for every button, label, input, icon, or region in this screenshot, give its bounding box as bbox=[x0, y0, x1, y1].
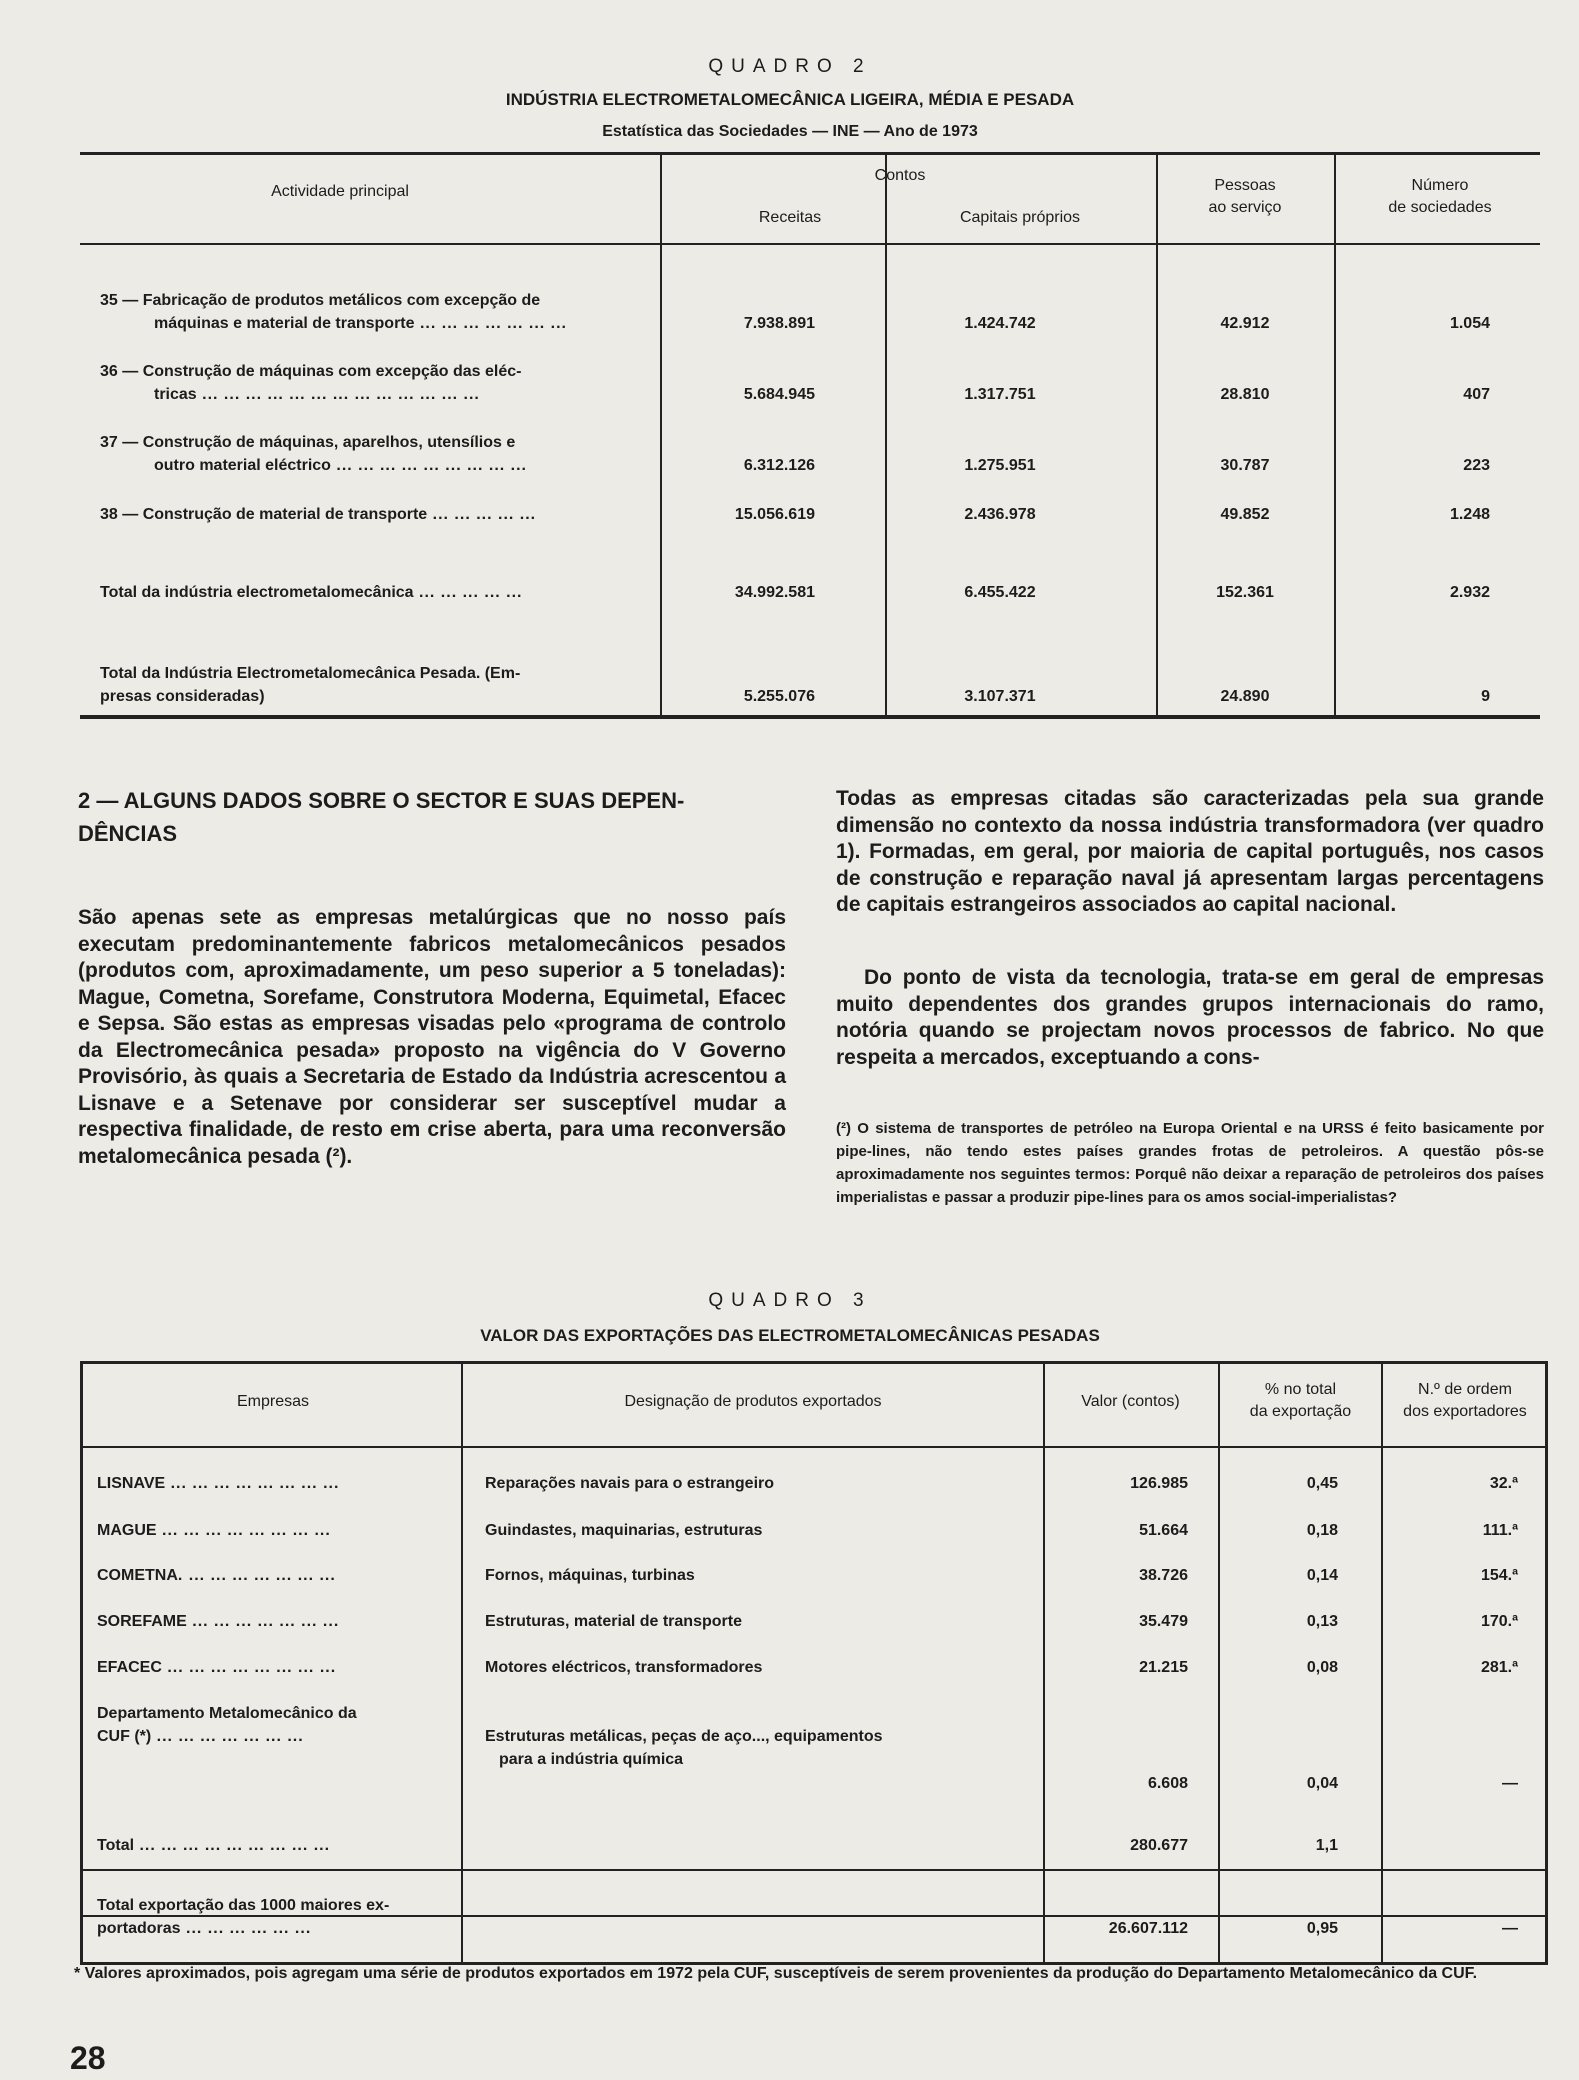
q3-col-divider bbox=[461, 1364, 463, 1962]
q2-header-pessoas-line2: ao serviço bbox=[1208, 199, 1282, 216]
q3-col-divider bbox=[1218, 1364, 1220, 1962]
q3-row-lisnave-pct: 0,45 bbox=[1306, 1475, 1338, 1492]
q2-row-38-receitas: 15.056.619 bbox=[734, 506, 815, 523]
q3-table bbox=[80, 1361, 1548, 1965]
q2-header-numero bbox=[1345, 175, 1535, 219]
q2-row-35-capitais: 1.424.742 bbox=[964, 315, 1036, 332]
q2-row-35-numero: 1.054 bbox=[1449, 315, 1490, 332]
q2-table bbox=[80, 152, 1540, 718]
q2-row-36-numero: 407 bbox=[1463, 386, 1490, 403]
q2-total-pesada-label bbox=[100, 662, 650, 708]
q2-header-numero-line1: Número bbox=[1411, 177, 1469, 194]
q2-header-actividade: Actividade principal bbox=[271, 183, 409, 200]
q3-row-efacec-pct: 0,08 bbox=[1306, 1659, 1338, 1676]
left-paragraph: São apenas sete as empresas metalúrgicas que no nosso país executam predominantemente fabricos metalomecânicos pesados (produtos com, aproximadamente, um peso superior a 5 toneladas): Mague, Cometna, Sorefame, Construtora Moderna, Equimetal, Efacec e Sepsa. São estas as empresas visadas pelo «programa de controlo da Electromecânica pesada» proposto na vigência do V Governo Provisório, às quais a Secretaria de Estado da Indústria acrescentou a Lisnave e a Setenave por considerar ser susceptível mudar a respectiva finalidade, de resto em crise aberta, para uma reconversão metalomecânica pesada (²). bbox=[78, 906, 786, 1168]
q3-row-mague-produtos: Guindastes, maquinarias, estruturas bbox=[485, 1522, 763, 1539]
q2-header-pessoas-line1: Pessoas bbox=[1214, 177, 1276, 194]
q3-row-cuf-produtos-line2: para a indústria química bbox=[499, 1751, 684, 1768]
q3-row-total-valor: 280.677 bbox=[1130, 1837, 1188, 1854]
q2-row-38-numero: 1.248 bbox=[1449, 506, 1490, 523]
q3-row-cuf-produtos bbox=[485, 1725, 1040, 1771]
q2-row-35-label bbox=[100, 289, 650, 335]
q2-total-pesada-numero: 9 bbox=[1481, 688, 1490, 705]
q2-col-divider bbox=[660, 155, 662, 715]
q2-row-37-line1: 37 — Construção de máquinas, aparelhos, utensílios e bbox=[100, 434, 516, 451]
q2-col-divider bbox=[885, 155, 887, 715]
q2-row-37-label bbox=[100, 431, 650, 477]
q3-total-rule bbox=[83, 1869, 1545, 1871]
q3-header-pct-line2: da exportação bbox=[1249, 1403, 1352, 1420]
q2-total-industria-label: Total da indústria electrometalomecânica ... ... ... ... ... bbox=[100, 584, 523, 601]
q3-row-cometna-ordem: 154.ª bbox=[1480, 1567, 1518, 1584]
q3-row-sorefame-produtos: Estruturas, material de transporte bbox=[485, 1613, 742, 1630]
q3-row-efacec-empresa: EFACEC ... ... ... ... ... ... ... ... bbox=[97, 1659, 337, 1676]
q2-header-numero-line2: de sociedades bbox=[1388, 199, 1492, 216]
q3-row-total-empresa: Total ... ... ... ... ... ... ... ... ... bbox=[97, 1837, 331, 1854]
q3-row-cometna-valor: 38.726 bbox=[1139, 1567, 1188, 1584]
section-heading bbox=[78, 784, 778, 850]
q3-header-ordem-line1: N.º de ordem bbox=[1418, 1381, 1512, 1398]
q3-row-cuf-empresa bbox=[97, 1702, 457, 1748]
q2-row-37-capitais: 1.275.951 bbox=[964, 457, 1036, 474]
q2-header-contos: Contos bbox=[874, 167, 926, 184]
section-heading-line1: 2 — ALGUNS DADOS SOBRE O SECTOR E SUAS DEPEN- bbox=[78, 788, 685, 813]
q2-row-36-line1: 36 — Construção de máquinas com excepção das eléc- bbox=[100, 363, 522, 380]
q3-row-lisnave-ordem: 32.ª bbox=[1489, 1475, 1518, 1492]
q2-subtitle: Estatística das Sociedades — INE — Ano de 1973 bbox=[602, 123, 978, 140]
q2-row-36-capitais: 1.317.751 bbox=[964, 386, 1036, 403]
q3-row-total-export-line2: portadoras ... ... ... ... ... ... bbox=[97, 1920, 312, 1937]
q2-row-38-capitais: 2.436.978 bbox=[964, 506, 1036, 523]
q2-row-37-numero: 223 bbox=[1463, 457, 1490, 474]
q3-row-total-export-ordem: — bbox=[1502, 1920, 1518, 1937]
q3-row-total-pct: 1,1 bbox=[1315, 1837, 1338, 1854]
q2-row-37-line2: outro material eléctrico ... ... ... ... ... ... ... ... ... bbox=[154, 457, 527, 474]
q2-row-35-line2: máquinas e material de transporte ... ... ... ... ... ... ... bbox=[154, 315, 567, 332]
q3-row-efacec-ordem: 281.ª bbox=[1480, 1659, 1518, 1676]
q3-row-mague-ordem: 111.ª bbox=[1482, 1522, 1518, 1539]
q3-row-cuf-empresa-line2: CUF (*) ... ... ... ... ... ... ... bbox=[97, 1728, 304, 1745]
q3-row-cometna-produtos: Fornos, máquinas, turbinas bbox=[485, 1567, 695, 1584]
page-number: 28 bbox=[70, 2040, 106, 2076]
q2-title: INDÚSTRIA ELECTROMETALOMECÂNICA LIGEIRA, MÉDIA E PESADA bbox=[505, 90, 1075, 109]
q2-total-industria-pessoas: 152.361 bbox=[1216, 584, 1274, 601]
q2-row-35-receitas: 7.938.891 bbox=[743, 315, 815, 332]
q3-row-lisnave-empresa: LISNAVE ... ... ... ... ... ... ... ... bbox=[97, 1475, 340, 1492]
q3-row-sorefame-pct: 0,13 bbox=[1306, 1613, 1338, 1630]
q3-row-efacec-produtos: Motores eléctricos, transformadores bbox=[485, 1659, 763, 1676]
q2-total-rule bbox=[80, 717, 1540, 719]
q3-row-sorefame-ordem: 170.ª bbox=[1480, 1613, 1518, 1630]
q3-row-sorefame-empresa: SOREFAME ... ... ... ... ... ... ... bbox=[97, 1613, 340, 1630]
q2-header-pessoas bbox=[1170, 175, 1320, 219]
q3-row-cuf-empresa-line1: Departamento Metalomecânico da bbox=[97, 1705, 357, 1722]
q3-row-total-export-line1: Total exportação das 1000 maiores ex- bbox=[97, 1897, 390, 1914]
q3-header-ordem-line2: dos exportadores bbox=[1403, 1403, 1527, 1420]
q2-row-35-pessoas: 42.912 bbox=[1220, 315, 1270, 332]
q2-row-38-label: 38 — Construção de material de transporte ... ... ... ... ... bbox=[100, 506, 537, 523]
q3-header-valor: Valor (contos) bbox=[1081, 1393, 1180, 1410]
right-paragraph-1: Todas as empresas citadas são caracterizadas pela sua grande dimensão no contexto da nossa indústria transformadora (ver quadro 1). Formadas, em geral, por maioria de capital português, nos casos de construção e reparação naval já apresentam largas percentagens de capitais estrangeiros associados ao capital nacional. bbox=[836, 787, 1544, 916]
q2-total-industria-capitais: 6.455.422 bbox=[964, 584, 1036, 601]
q2-col-divider bbox=[1156, 155, 1158, 715]
q2-header-capitais: Capitais próprios bbox=[959, 209, 1081, 226]
q2-col-divider bbox=[1334, 155, 1336, 715]
q3-row-cuf-valor: 6.608 bbox=[1147, 1775, 1188, 1792]
q2-row-35-line1: 35 — Fabricação de produtos metálicos com excepção de bbox=[100, 292, 541, 309]
q2-header-rule bbox=[80, 243, 1540, 245]
q2-row-38-pessoas: 49.852 bbox=[1220, 506, 1270, 523]
q3-footnote: * Valores aproximados, pois agregam uma série de produtos exportados em 1972 pela CUF, susceptíveis de serem provenientes da produção do Departamento Metalomecânico da CUF. bbox=[74, 1965, 1478, 1982]
q3-header-pct bbox=[1223, 1379, 1378, 1423]
footnote-2: (²) O sistema de transportes de petróleo na Europa Oriental e na URSS é feito basicamente por pipe-lines, não tendo estes países grandes frotas de petroleiros. A questão pôs-se aproximadamente nos seguintes termos: Porquê não deixar a reparação de petroleiros dos países imperialistas e passar a produzir pipe-lines para os amos social-imperialistas? bbox=[836, 1120, 1544, 1206]
q2-row-36-line2: tricas ... ... ... ... ... ... ... ... ... ... ... ... ... bbox=[154, 386, 480, 403]
q3-row-mague-empresa: MAGUE ... ... ... ... ... ... ... ... bbox=[97, 1522, 331, 1539]
q3-row-lisnave-valor: 126.985 bbox=[1130, 1475, 1188, 1492]
q2-total-pesada-line1: Total da Indústria Electrometalomecânica Pesada. (Em- bbox=[100, 665, 521, 682]
q2-row-37-receitas: 6.312.126 bbox=[743, 457, 815, 474]
q3-row-cometna-pct: 0,14 bbox=[1306, 1567, 1338, 1584]
q3-col-divider bbox=[1043, 1364, 1045, 1962]
q3-row-mague-pct: 0,18 bbox=[1306, 1522, 1338, 1539]
q2-total-industria-receitas: 34.992.581 bbox=[734, 584, 815, 601]
q2-row-36-receitas: 5.684.945 bbox=[743, 386, 815, 403]
q2-row-36-pessoas: 28.810 bbox=[1220, 386, 1270, 403]
q3-row-lisnave-produtos: Reparações navais para o estrangeiro bbox=[485, 1475, 775, 1492]
q3-header-ordem bbox=[1385, 1379, 1545, 1423]
q3-row-cometna-empresa: COMETNA. ... ... ... ... ... ... ... bbox=[97, 1567, 336, 1584]
q3-header-empresas: Empresas bbox=[236, 1393, 310, 1410]
q2-row-37-pessoas: 30.787 bbox=[1220, 457, 1270, 474]
q3-row-mague-valor: 51.664 bbox=[1139, 1522, 1188, 1539]
q3-row-sorefame-valor: 35.479 bbox=[1139, 1613, 1188, 1630]
q3-header-pct-line1: % no total bbox=[1264, 1381, 1337, 1398]
right-paragraph-2: Do ponto de vista da tecnologia, trata-se em geral de empresas muito dependentes dos grandes grupos internacionais do ramo, notória quando se projectam novos processos de fabrico. No que respeita a mercados, exceptuando a cons- bbox=[836, 966, 1544, 1069]
q3-row-total-export-valor: 26.607.112 bbox=[1108, 1920, 1188, 1937]
q3-row-total-export-pct: 0,95 bbox=[1306, 1920, 1338, 1937]
q3-row-cuf-produtos-line1: Estruturas metálicas, peças de aço..., equipamentos bbox=[485, 1728, 883, 1745]
q2-label: QUADRO 2 bbox=[708, 56, 872, 77]
q3-label: QUADRO 3 bbox=[708, 1290, 872, 1311]
q3-row-cuf-pct: 0,04 bbox=[1306, 1775, 1338, 1792]
q2-total-pesada-pessoas: 24.890 bbox=[1220, 688, 1270, 705]
q3-col-divider bbox=[1381, 1364, 1383, 1962]
q3-header-designacao: Designação de produtos exportados bbox=[624, 1393, 882, 1410]
q2-header-receitas: Receitas bbox=[758, 209, 822, 226]
q3-title: VALOR DAS EXPORTAÇÕES DAS ELECTROMETALOMECÂNICAS PESADAS bbox=[480, 1326, 1100, 1345]
q2-row-36-label bbox=[100, 360, 650, 406]
q2-total-pesada-line2: presas consideradas) bbox=[100, 688, 265, 705]
q3-row-cuf-ordem: — bbox=[1502, 1775, 1518, 1792]
q3-header-rule bbox=[83, 1446, 1545, 1448]
q2-total-pesada-receitas: 5.255.076 bbox=[743, 688, 815, 705]
section-heading-line2: DÊNCIAS bbox=[78, 821, 178, 846]
q3-row-total-export-empresa bbox=[97, 1894, 457, 1940]
q2-total-industria-numero: 2.932 bbox=[1449, 584, 1490, 601]
q2-total-pesada-capitais: 3.107.371 bbox=[964, 688, 1036, 705]
q3-row-efacec-valor: 21.215 bbox=[1139, 1659, 1188, 1676]
